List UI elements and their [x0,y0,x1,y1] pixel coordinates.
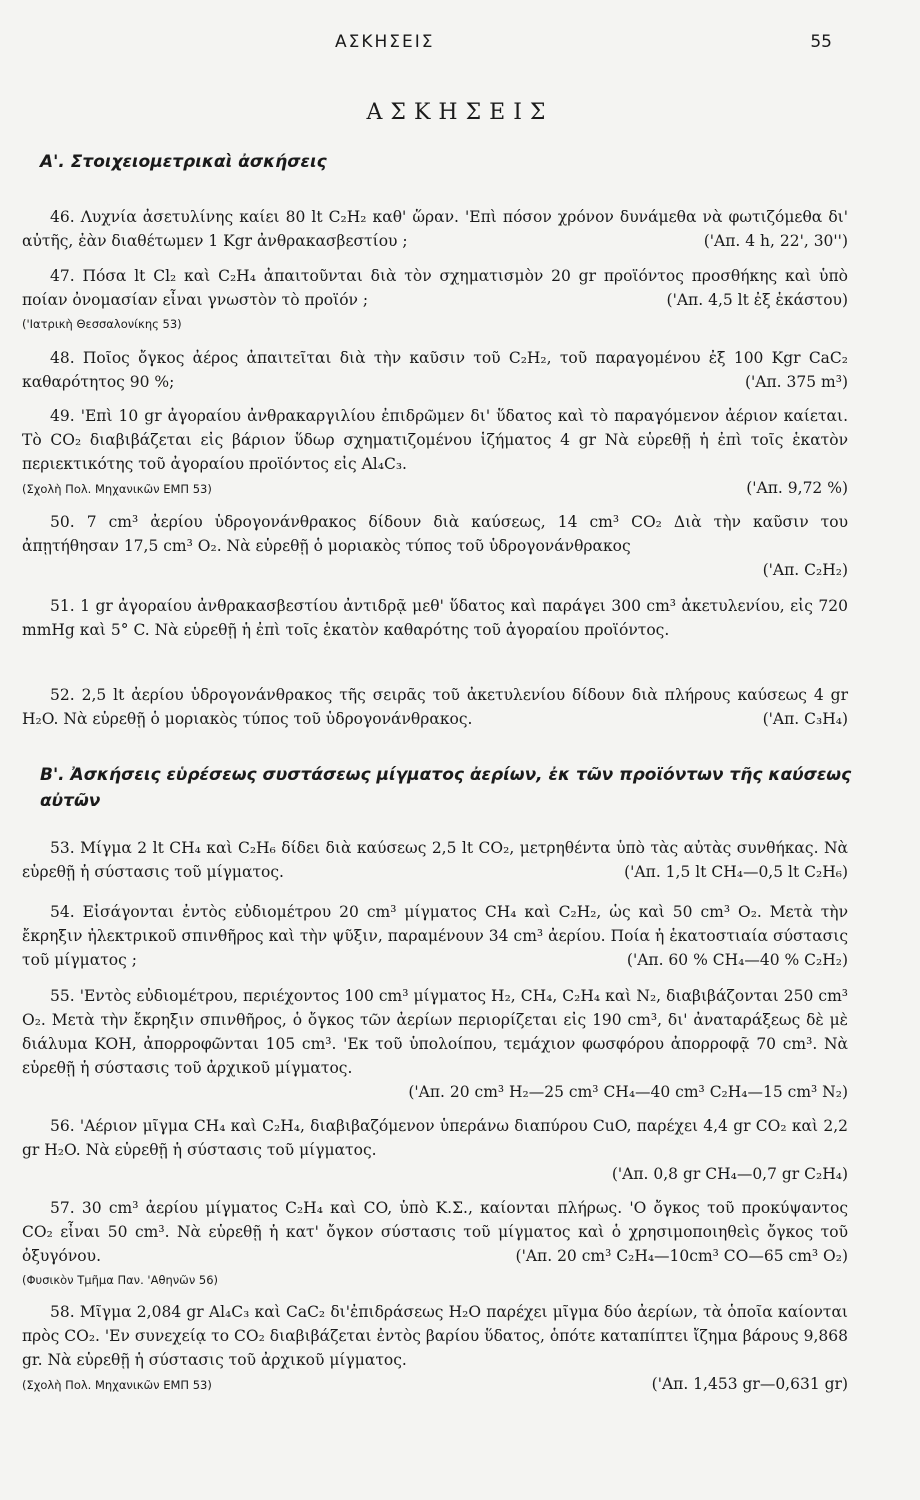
exercise-number: 53. [50,839,75,857]
exercise-54 [22,900,848,972]
exercise-text: Πόσα lt Cl₂ καὶ C₂H₄ ἀπαιτοῦνται διὰ τὸν σχηματισμὸν 20 gr προϊόντος προσθήκης καὶ ὑπὸ ποίαν ὀνομασίαν εἶναι γνωστὸν τὸ προϊόν ; [22,267,848,309]
exercise-answer: ('Απ. 9,72 %) [746,479,848,497]
exercise-text: Ποῖος ὄγκος ἀέρος ἀπαιτεῖται διὰ τὴν καῦσιν τοῦ C₂H₂, τοῦ παραγομένου ἐξ 100 Kgr CaC₂ καθαρότητος 90 %; [22,349,848,391]
exercise-text: 30 cm³ ἀερίου μίγματος C₂H₄ καὶ CO, ὑπὸ Κ.Σ., καίονται πλήρως. 'Ο ὄγκος τοῦ προκύψαντος CO₂ εἶναι 50 cm³. Νὰ εὑρεθῇ ἡ κατ' ὄγκον σύστασις τοῦ μίγματος καὶ ὁ χρησιμοποιηθεὶς ὄγκος τοῦ ὀξυγόνου. [22,1199,848,1265]
exercise-number: 47. [50,267,75,285]
exercise-answer: ('Απ. 4 h, 22', 30'') [703,232,848,250]
exercise-56 [22,1114,848,1186]
exercise-text: 'Επὶ 10 gr ἀγοραίου ἀνθρακαργιλίου ἐπιδρῶμεν δι' ὕδατος καὶ τὸ παραγόμενον ἀέριον καίεται. Τὸ CO₂ διαβιβάζεται εἰς βάριον ὕδωρ σχηματιζομένου ἱζήματος 4 gr Νὰ εὑρεθῇ ἡ ἐπὶ τοῖς ἑκατὸν περιεκτικότης τοῦ ἀγοραίου προϊόντος εἰς Al₄C₃. [22,407,848,473]
exercise-58 [22,1300,848,1397]
exercise-text: Λυχνία ἀσετυλίνης καίει 80 lt C₂H₂ καθ' ὥραν. 'Επὶ πόσον χρόνον δυνάμεθα νὰ φωτιζόμεθα δι' αὐτῆς, ἐὰν διαθέτωμεν 1 Kgr ἀνθρακασβεστίου ; [22,208,848,250]
exercise-text: 1 gr ἀγοραίου ἀνθρακασβεστίου ἀντιδρᾷ μεθ' ὕδατος καὶ παράγει 300 cm³ ἀκετυλενίου, εἰς 720 mmHg καὶ 5° C. Νὰ εὑρεθῇ ἡ ἐπὶ τοῖς ἑκατὸν καθαρότης τοῦ ἀγοραίου προϊόντος. [22,597,849,639]
exercise-number: 58. [50,1303,75,1321]
exercise-text: Μῖγμα 2,084 gr Al₄C₃ καὶ CaC₂ δι'ἐπιδράσεως H₂O παρέχει μῖγμα δύο ἀερίων, τὰ ὁποῖα καίονται πρὸς CO₂. 'Εν συνεχείᾳ το CO₂ διαβιβάζεται ἐντὸς βαρίου ὕδατος, ὁπότε καταπίπτει ἴζημα βάρους 9,868 gr. Νὰ εὑρεθῇ ἡ σύστασις τοῦ ἀρχικοῦ μίγματος. [22,1303,848,1369]
exercise-source: (Σχολὴ Πολ. Μηχανικῶν ΕΜΠ 53) [22,482,212,496]
exercise-47 [22,264,848,336]
exercise-source: ('Ιατρικὴ Θεσσαλονίκης 53) [22,317,182,331]
exercise-answer: ('Απ. 60 % CH₄—40 % C₂H₂) [626,951,848,969]
section-a-heading: Α'. Στοιχειομετρικαὶ ἀσκήσεις [40,152,327,172]
section-b-heading: Β'. Ἀσκήσεις εὑρέσεως συστάσεως μίγματος ἀερίων, ἐκ τῶν προϊόντων τῆς καύσεως αὐτῶν [40,765,852,811]
exercise-55 [22,984,848,1104]
exercise-text: Εἰσάγονται ἐντὸς εὐδιομέτρου 20 cm³ μίγματος CH₄ καὶ C₂H₂, ὡς καὶ 50 cm³ O₂. Μετὰ τὴν ἔκρηξιν ἠλεκτρικοῦ σπινθῆρος καὶ τὴν ψῦξιν, παραμένουν 34 cm³ ἀερίου. Ποία ἡ ἑκατοστιαία σύστασις τοῦ μίγματος ; [22,903,848,969]
exercise-50 [22,510,848,582]
exercise-number: 56. [50,1117,75,1135]
exercise-number: 52. [50,686,75,704]
page-title: ΑΣΚΗΣΕΙΣ [366,100,554,125]
exercise-52 [22,683,848,731]
exercise-answer: ('Απ. 0,8 gr CH₄—0,7 gr C₂H₄) [611,1165,848,1183]
exercise-answer: ('Απ. 1,453 gr—0,631 gr) [651,1375,848,1393]
exercise-text: 'Εντὸς εὐδιομέτρου, περιέχοντος 100 cm³ μίγματος H₂, CH₄, C₂H₄ καὶ N₂, διαβιβάζονται 250 cm³ O₂. Μετὰ τὴν ἔκρηξιν σπινθῆρος, ὁ ὄγκος τῶν ἀερίων περιορίζεται εἰς 190 cm³, δι' ἀναταράξεως δὲ μὲ διάλυμα KOH, ἀπορροφῶνται 105 cm³. 'Εκ τοῦ ὑπολοίπου, τεμάχιον φωσφόρου ἀπορροφᾷ 70 cm³. Νὰ εὑρεθῇ ἡ σύστασις τοῦ ἀρχικοῦ μίγματος. [22,987,848,1077]
exercise-number: 55. [50,987,75,1005]
exercise-57 [22,1196,848,1292]
exercise-48 [22,346,848,394]
exercise-number: 51. [50,597,75,615]
exercise-number: 50. [50,513,75,531]
exercise-number: 46. [50,208,75,226]
exercise-number: 48. [50,349,75,367]
exercise-source: (Φυσικὸν Τμῆμα Παν. 'Αθηνῶν 56) [22,1273,219,1287]
exercise-49 [22,404,848,501]
exercise-number: 54. [50,903,75,921]
exercise-answer: ('Απ. 20 cm³ C₂H₄—10cm³ CO—65 cm³ O₂) [515,1247,848,1265]
exercise-answer: ('Απ. 375 m³) [744,373,848,391]
exercise-51 [22,594,848,642]
exercise-text: Μίγμα 2 lt CH₄ καὶ C₂H₆ δίδει διὰ καύσεως 2,5 lt CO₂, μετρηθέντα ὑπὸ τὰς αὐτὰς συνθήκας. Νὰ εὑρεθῇ ἡ σύστασις τοῦ μίγματος. [22,839,848,881]
exercise-text: 7 cm³ ἀερίου ὑδρογονάνθρακος δίδουν διὰ καύσεως, 14 cm³ CO₂ Διὰ τὴν καῦσιν του ἀπῃτήθησαν 17,5 cm³ O₂. Νὰ εὑρεθῇ ὁ μοριακὸς τύπος τοῦ ὑδρογονάνθρακος [22,513,848,555]
exercise-answer: ('Απ. 4,5 lt ἐξ ἑκάστου) [666,291,848,309]
running-head [0,32,920,56]
exercise-answer: ('Απ. 20 cm³ H₂—25 cm³ CH₄—40 cm³ C₂H₄—15 cm³ N₂) [408,1083,848,1101]
exercise-46 [22,205,848,253]
exercise-number: 57. [50,1199,75,1217]
exercise-number: 49. [50,407,75,425]
running-title: ΑΣΚΗΣΕΙΣ [335,32,435,52]
exercise-answer: ('Απ. 1,5 lt CH₄—0,5 lt C₂H₆) [624,863,848,881]
exercise-source: (Σχολὴ Πολ. Μηχανικῶν ΕΜΠ 53) [22,1378,212,1392]
exercise-answer: ('Απ. C₃H₄) [762,710,848,728]
exercise-text: 2,5 lt ἀερίου ὑδρογονάνθρακος τῆς σειρᾶς τοῦ ἀκετυλενίου δίδουν διὰ πλήρους καύσεως 4 gr H₂O. Νὰ εὑρεθῇ ὁ μοριακὸς τύπος τοῦ ὑδρογονάνθρακος. [22,686,848,728]
exercise-53 [22,836,848,884]
page-number: 55 [810,32,832,52]
exercise-text: 'Αέριον μῖγμα CH₄ καὶ C₂H₄, διαβιβαζόμενον ὑπεράνω διαπύρου CuO, παρέχει 4,4 gr CO₂ καὶ 2,2 gr H₂O. Νὰ εὑρεθῇ ἡ σύστασις τοῦ μίγματος. [22,1117,848,1159]
exercise-answer: ('Απ. C₂H₂) [762,561,848,579]
